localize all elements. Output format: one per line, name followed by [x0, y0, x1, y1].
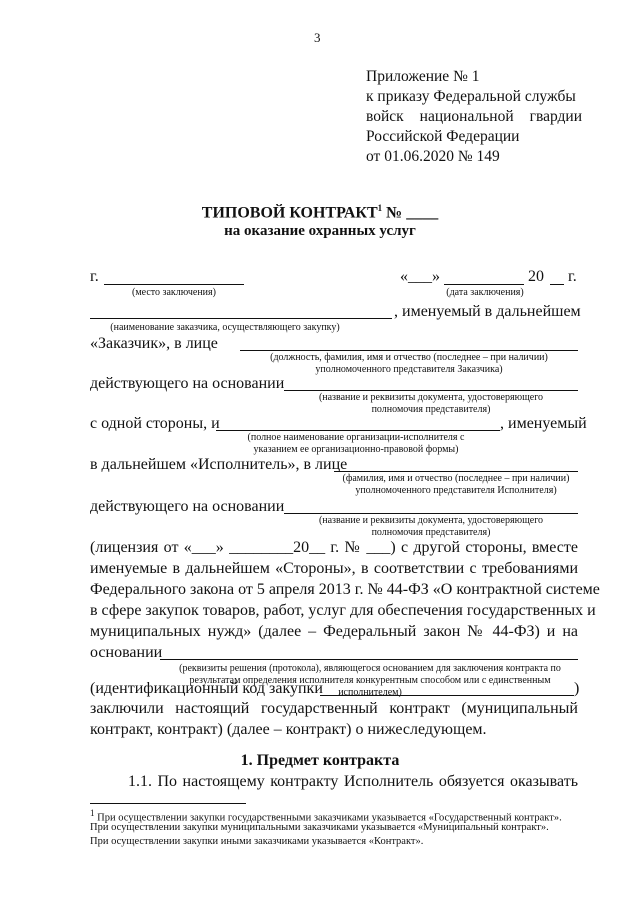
footnote-line-3: При осуществлении закупки иными заказчиками указывается «Контракт».: [90, 836, 424, 847]
footnote-mark: 1: [90, 808, 95, 818]
title-text: ТИПОВОЙ КОНТРАКТ: [201, 204, 378, 222]
footnote-text-1: При осуществлении закупки государственными заказчиками указывается «Государственный контракт».: [94, 812, 562, 824]
concluded-line-1: заключили настоящий государственный контракт (муниципальный: [90, 700, 578, 717]
customer-basis-field[interactable]: [284, 390, 578, 391]
license-line-4: в сфере закупок товаров, работ, услуг для обеспечения государственных и: [90, 602, 596, 619]
executor-caption: (полное наименование организации-исполнителя с указанием ее организационно-правовой формы): [247, 432, 465, 455]
date-year-field[interactable]: [550, 284, 564, 285]
license-line-3: Федерального закона от 5 апреля 2013 г. № 44-ФЗ «О контрактной системе: [90, 581, 600, 598]
annex-line-2: к приказу Федеральной службы: [366, 88, 576, 105]
date-month-field[interactable]: [444, 284, 524, 285]
acting-basis-caption-1: (название и реквизиты документа, удостоверяющего полномочия представителя): [318, 392, 544, 415]
executor-representative-field[interactable]: [334, 471, 578, 472]
place-caption: (место заключения): [132, 287, 216, 298]
annex-line-1: Приложение № 1: [366, 68, 480, 85]
basis-label: основании: [90, 644, 163, 661]
acting-basis-caption-2: (название и реквизиты документа, удостоверяющего полномочия представителя): [318, 515, 544, 538]
ident-close: ): [574, 680, 580, 697]
executor-name-field[interactable]: [216, 430, 500, 431]
executor-basis-field[interactable]: [284, 513, 578, 514]
section-1-paragraph: 1.1. По настоящему контракту Исполнитель обязуется оказывать: [128, 773, 578, 790]
place-field[interactable]: [104, 284, 244, 285]
city-prefix: г.: [90, 268, 99, 285]
one-side-label: с одной стороны, и: [90, 415, 220, 432]
document-title: [0, 203, 640, 222]
footnote-divider: [90, 803, 246, 804]
license-line-5: муниципальных нужд» (далее – Федеральный закон № 44-ФЗ) и на: [90, 623, 578, 640]
customer-face-caption: (должность, фамилия, имя и отчество (последнее – при наличии) уполномоченного представителя Заказчика): [270, 352, 548, 375]
basis-caption: (реквизиты решения (протокола), являющегося основанием для заключения контракта по результатам определения исполнителя конкурентным способом или с единственным исполнителем): [179, 663, 561, 698]
customer-caption: (наименование заказчика, осуществляющего закупку): [110, 322, 340, 333]
customer-face-label: «Заказчик», в лице: [90, 335, 218, 352]
title-number: № ____: [382, 204, 439, 222]
annex-line-5: от 01.06.2020 № 149: [366, 148, 500, 165]
acting-basis-label-2: действующего на основании: [90, 498, 285, 515]
date-caption: (дата заключения): [446, 287, 524, 298]
license-line-1: (лицензия от «___» ________20__ г. № ___) с другой стороны, вместе: [90, 539, 578, 556]
section-1-heading: 1. Предмет контракта: [240, 752, 400, 769]
customer-name-field[interactable]: [90, 318, 392, 319]
concluded-line-2: контракт, контракт) (далее – контракт) о нижеследующем.: [90, 721, 487, 738]
customer-named: , именуемый в дальнейшем: [394, 303, 581, 320]
date-year-prefix: 20: [528, 268, 544, 285]
license-line-2: именуемые в дальнейшем «Стороны», в соответствии с требованиями: [90, 560, 578, 577]
annex-line-4: Российской Федерации: [366, 128, 520, 145]
date-year-suffix: г.: [568, 268, 577, 285]
executor-face-label: в дальнейшем «Исполнитель», в лице: [90, 456, 348, 473]
ident-label: (идентификационный код закупки: [90, 680, 323, 697]
acting-basis-label-1: действующего на основании: [90, 375, 285, 392]
purchase-code-field[interactable]: [320, 695, 574, 696]
executor-face-caption: (фамилия, имя и отчество (последнее – при наличии) уполномоченного представителя Исполнителя): [342, 473, 570, 496]
page-number: 3: [314, 30, 321, 45]
customer-representative-field[interactable]: [240, 350, 578, 351]
date-day: «___»: [400, 268, 440, 285]
document-subtitle: на оказание охранных услуг: [224, 223, 416, 239]
decision-details-field[interactable]: [160, 659, 578, 660]
annex-line-3: войск национальной гвардии: [366, 108, 582, 125]
footnote-line-2: При осуществлении закупки муниципальными заказчиками указывается «Муниципальный контракт».: [90, 822, 549, 833]
executor-named: , именуемый: [500, 415, 587, 432]
title-footnote-mark: 1: [377, 203, 383, 213]
